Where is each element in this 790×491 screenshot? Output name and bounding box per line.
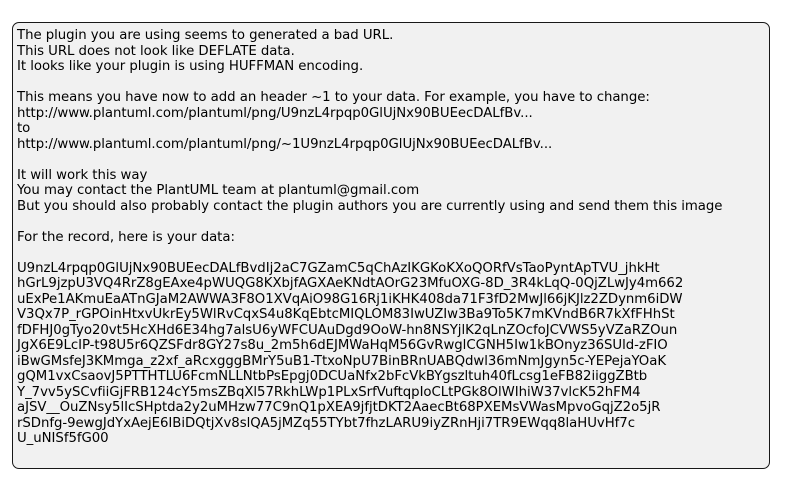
record-heading: For the record, here is your data:: [17, 229, 235, 245]
data-line: rSDnfg-9ewgJdYxAejE6IBiDQtjXv8slQA5jMZq55TYbt7fhzLARU9iyZRnHji7TR9EWqq8laHUvHf7c: [17, 415, 635, 431]
contact-line-2: You may contact the PlantUML team at plantuml@gmail.com: [17, 183, 420, 198]
intro-line-1: The plugin you are using seems to generated a bad URL.: [17, 28, 394, 43]
data-line: iBwGMsfeJ3KMmga_z2xf_aRcxgggBMrY5uB1-TtxoNpU7BinBRnUABQdwl36mNmJgyn5c-YEPejaYOaK: [17, 353, 666, 369]
data-line: Y_7vv5ySCvfiiGjFRB124cY5msZBqXl57RkhLWp1PLxSrfVuftqpIoCLtPGk8OlWIhiW37vlcK52hFM4: [17, 384, 641, 400]
data-line: V3Qx7P_rGPOinHtxvUkrEy5WlRvCqxS4u8KqEbtcMIQLOM83IwUZIw3Ba9To5K7mKVndB6R7kXfFHhSt: [17, 307, 675, 322]
instructions-line: This means you have now to add an header ~1 to your data. For example, you have to change:: [17, 90, 650, 105]
data-line: hGrL9jzpU3VQ4RrZ8gEAxe4pWUQG8KXbjfAGXAeKNdtAOrG23MfuOXG-8D_3R4kLqQ-0QjZLwJy4m662: [17, 276, 684, 291]
error-message-box: [12, 22, 770, 469]
spacer: [17, 245, 769, 261]
data-line: U_uNISf5fG00: [17, 431, 109, 446]
intro-line-2: This URL does not look like DEFLATE data.: [17, 43, 295, 59]
data-line: JgX6E9LcIP-t98U5r6QZSFdr8GY27s8u_2m5h6dEJMWaHqM56GvRwglCGNH5Iw1kBOnyz36SUld-zFIO: [17, 338, 668, 353]
contact-line-3: But you should also probably contact the plugin authors you are currently using and send them this image: [17, 198, 723, 214]
spacer: [17, 152, 769, 168]
to-text: to: [17, 121, 31, 136]
data-line: gQM1vxCsaovJ5PTTHTLU6FcmNLLNtbPsEpgj0DCUaNfx2bFcVkBYgszltuh40fLcsg1eFB82iiggZBtb: [17, 369, 648, 384]
data-line: fDFHJ0gTyo20vt5HcXHd6E34hg7alsU6yWFCUAuDgd9OoW-hn8NSYjlK2qLnZOcfoJCVWS5yVZaRZOun: [17, 322, 678, 338]
contact-line-1: It will work this way: [17, 167, 148, 183]
spacer: [17, 214, 769, 230]
url-after: http://www.plantuml.com/plantuml/png/~1U9nzL4rpqp0GlUjNx90BUEecDALfBv...: [17, 136, 553, 152]
intro-line-3: It looks like your plugin is using HUFFMAN encoding.: [17, 59, 364, 74]
spacer: [17, 75, 769, 91]
data-line: U9nzL4rpqp0GlUjNx90BUEecDALfBvdIj2aC7GZamC5qChAzIKGKoKXoQORfVsTaoPyntApTVU_jhkHt: [17, 260, 660, 276]
url-before: http://www.plantuml.com/plantuml/png/U9nzL4rpqp0GlUjNx90BUEecDALfBv...: [17, 105, 533, 121]
data-line: uExPe1AKmuEaATnGJaM2AWWA3F8O1XVqAiO98G16Rj1iKHK408da71F3fD2MwJl66jKJlz2ZDynm6iDW: [17, 291, 683, 307]
data-line: aJSV__OuZNsy5lIcSHptda2y2uMHzw77C9nQ1pXEA9jfjtDKT2AaecBt68PXEMsVWasMpvoGqjZ2o5jR: [17, 400, 661, 415]
